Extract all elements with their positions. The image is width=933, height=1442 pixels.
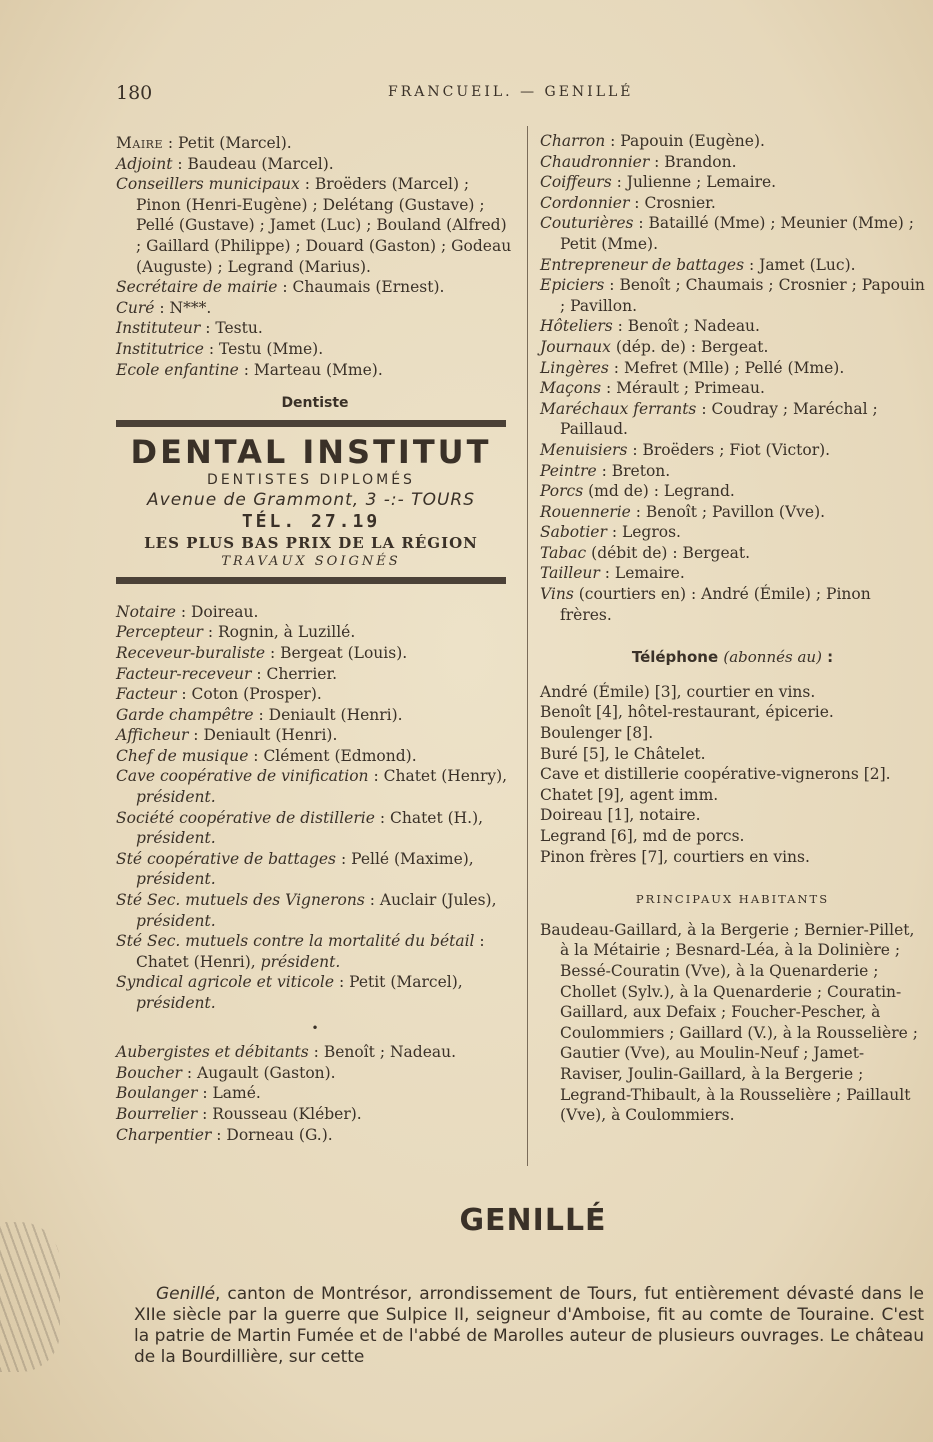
service-entry [116,725,514,746]
service-label: Facteur-receveur [116,664,252,683]
ad-tagline: TRAVAUX SOIGNÉS [221,553,401,569]
service-value: : Bergeat (Louis). [265,643,408,662]
trade-value: : Mefret (Mlle) ; Pellé (Mme). [608,358,845,377]
trade-value: : Julienne ; Lemaire. [611,173,777,192]
trades-list-right [540,131,925,625]
service-value: : Clément (Edmond). [248,746,417,765]
official-entry [116,339,514,360]
trade-entry [540,502,925,523]
trade-value: : Papouin (Eugène). [605,132,765,150]
trade-label: Cordonnier [540,193,630,212]
trade-label: Boulanger [116,1084,198,1103]
trade-entry [540,522,925,543]
official-label: Institutrice [116,339,204,358]
official-entry [116,174,514,277]
official-value: : N***. [154,298,212,317]
trade-entry [540,584,925,625]
official-label: Curé [116,298,155,317]
trade-entry [540,461,925,482]
president-label: président. [136,994,216,1012]
official-value: : Testu. [200,319,263,338]
trade-value: : Augault (Gaston). [181,1063,336,1082]
official-value: : Chaumais (Ernest). [277,278,445,297]
trade-label: Entrepreneur de battages [540,255,745,274]
official-label: Adjoint [116,154,173,173]
genille-text: , canton de Montrésor, arrondissement de Tours, fut entièrement dévasté dans le XIIe siècle par la guerre que Sulpice II, seigneur d'Amboise, fit au comte de Touraine. C'est la patrie de Martin Fumée et de l'abbé de Marolles auteur de plusieurs ouvrages. Le château de la Bourdillière, sur cette [134,1284,924,1367]
trade-value: (md de) : Legrand. [583,482,735,501]
page-header [116,82,916,106]
trade-label: Boucher [116,1063,182,1082]
service-value: : Deniault (Henri). [188,726,338,745]
trade-entry [116,1125,514,1146]
trade-value: : Rousseau (Kléber). [197,1104,362,1123]
trade-label: Aubergistes et débitants [116,1043,309,1062]
section-title-genille: GENILLÉ [459,1203,607,1238]
service-value: : Coton (Prosper). [176,685,322,704]
ad-name: DENTAL INSTITUT [130,432,492,471]
trade-value: (dép. de) : Bergeat. [610,337,769,356]
service-entry [116,705,514,726]
service-label: Facteur [116,685,177,704]
service-label: Société coopérative de distillerie [116,808,375,827]
trade-value: : Benoît ; Pavillon (Vve). [630,502,826,521]
service-label: Garde champêtre [116,705,254,724]
service-label: Sté Sec. mutuels des Vignerons [116,891,365,910]
service-value: : Deniault (Henri). [253,705,403,724]
trade-entry [540,337,925,358]
trade-label: Epiciers [540,276,605,295]
trade-value: : Broëders ; Fiot (Victor). [627,440,831,459]
left-column [116,133,514,1145]
officials-list [116,133,514,380]
trade-entry [540,316,925,337]
services-list [116,602,514,1014]
page-number: 180 [116,82,153,104]
trade-label: Couturières [540,214,634,233]
service-label: Cave coopérative de vinification [116,767,369,786]
trade-entry [116,1104,514,1125]
trade-value: : Benoît ; Nadeau. [612,317,760,336]
trade-value: : Coudray ; Maréchal ; Paillaud. [560,399,878,439]
trade-value: : Benoît ; Chaumais ; Crosnier ; Papouin ; Pavillon. [560,276,925,315]
trade-label: Journaux [540,337,611,356]
genille-paragraph [134,1284,924,1368]
trade-entry [116,1063,514,1084]
president-label: président. [136,788,216,807]
trades-list-left [116,1042,514,1145]
telephone-entry: Legrand [6], md de porcs. [540,827,745,845]
president-label: président. [136,829,216,848]
trade-label: Bourrelier [116,1104,198,1123]
trade-label: Sabotier [540,523,607,542]
trade-entry [116,1083,514,1104]
trade-entry [540,378,925,399]
service-label: Sté Sec. mutuels contre la mortalité du bétail [116,932,475,951]
trade-label: Coiffeurs [540,173,612,192]
service-label: Syndical agricole et viticole [116,973,335,992]
official-entry [116,277,514,298]
trade-value: : Breton. [596,461,671,480]
telephone-title-colon: : [821,648,834,667]
trade-label: Lingères [540,358,609,377]
official-label: Instituteur [116,319,201,338]
official-value: : Testu (Mme). [203,339,324,358]
trade-label: Peintre [540,461,597,480]
habitants-text: Baudeau-Gaillard, à la Bergerie ; Bernier-Pillet, à la Métairie ; Besnard-Léa, à la Dolinière ; Bessé-Couratin (Vve), à la Quenarderie ; Chollet (Sylv.), à la Quenarderie ; Couratin-Gaillard, aux Defaix ; Foucher-Pescher, à Coulommiers ; Gaillard (V.), à la Rousselière ; Gautier (Vve), au Moulin-Neuf ; Jamet-Raviser, Joulin-Gaillard, à la Bergerie ; Legrand-Thibault, à la Rousselière ; Paillault (Vve), à Coulommiers. [540,920,918,1125]
trade-entry [540,172,925,193]
service-label: Receveur-buraliste [116,643,266,662]
separator-dot: • [311,1020,319,1035]
trade-entry [540,399,925,440]
trade-value: : Dorneau (G.). [211,1125,333,1144]
service-value: : Doireau. [175,602,259,621]
official-value: : Baudeau (Marcel). [172,154,334,173]
telephone-title-suffix: (abonnés au) [723,648,822,667]
trade-label: Rouennerie [540,502,631,521]
service-entry [116,664,514,685]
trade-label: Maçons [540,379,602,398]
service-entry [116,849,514,890]
president-label: président. [136,911,216,930]
telephone-entry: Doireau [1], notaire. [540,806,701,825]
trade-entry [540,255,925,276]
trade-entry [540,543,925,564]
service-entry [116,684,514,705]
service-entry [116,746,514,767]
telephone-entry: Chatet [9], agent imm. [540,785,719,804]
service-value: : Chatet (H.), [374,808,484,827]
service-label: Afficheur [116,726,189,745]
trade-label: Tailleur [540,564,600,583]
official-label: Secrétaire de mairie [116,278,278,297]
ad-subtitle: DENTISTES DIPLOMÉS [207,471,415,488]
service-entry [116,622,514,643]
trade-label: Maréchaux ferrants [540,399,697,418]
trade-value: : Crosnier. [629,193,716,212]
trade-entry [540,358,925,379]
president-label: président. [260,952,341,971]
official-entry [116,318,514,339]
service-value: : Petit (Marcel), [334,973,463,992]
official-value: : Broëders (Marcel) ; Pinon (Henri-Eugène) ; Delétang (Gustave) ; Pellé (Gustave) ; Jamet (Luc) ; Bouland (Alfred) ; Gaillard (Philippe) ; Douard (Gaston) ; Godeau (Auguste) ; Legrand (Marius). [136,175,512,276]
trade-value: (courtiers en) : André (Émile) ; Pinon frères. [560,585,871,624]
trade-label: Menuisiers [540,440,628,459]
telephone-title: Téléphone [631,648,719,667]
decorative-ornament [0,1222,60,1372]
trade-entry [540,563,925,584]
trade-entry [540,131,925,152]
service-label: Chef de musique [116,746,249,765]
ad-address: Avenue de Grammont, 3 -:- TOURS [147,489,475,510]
telephone-entry: André (Émile) [3], courtier en vins. [540,682,816,701]
official-value: : Marteau (Mme). [238,360,383,379]
trade-entry [540,275,925,316]
genille-lead: Genillé [156,1284,216,1304]
official-label: Conseillers municipaux [116,175,300,194]
telephone-entry: Cave et distillerie coopérative-vignerons [2]. [540,765,891,784]
trade-label: Chaudronnier [540,152,650,171]
service-value: : Chatet (Henri), [136,932,485,971]
trade-entry [540,440,925,461]
service-value: : Rognin, à Luzillé. [202,623,356,642]
trade-value: : Bataillé (Mme) ; Meunier (Mme) ; Petit (Mme). [560,214,914,253]
trade-value: : Jamet (Luc). [744,255,856,274]
service-value: : Chatet (Henry), [368,767,508,786]
telephone-heading [540,647,925,668]
trade-value: : Lamé. [197,1084,261,1103]
service-entry [116,808,514,849]
official-entry [116,360,514,381]
trade-label: Charpentier [116,1125,212,1144]
service-label: Sté coopérative de battages [116,849,337,868]
service-value: : Auclair (Jules), [364,891,497,910]
telephone-list [540,682,925,867]
ad-category: Dentiste [281,395,349,412]
trade-value: : Mérault ; Primeau. [601,379,765,398]
service-entry [116,643,514,664]
trade-label: Porcs [540,482,584,501]
service-entry [116,890,514,931]
president-label: président. [136,870,216,889]
official-value: : Petit (Marcel). [162,134,292,152]
trade-entry [116,1042,514,1063]
telephone-entry: Boulenger [8]. [540,724,654,743]
service-entry [116,602,514,623]
service-entry [116,931,514,972]
trade-value: (débit de) : Bergeat. [586,543,751,562]
running-title: FRANCUEIL. — GENILLÉ [388,84,634,100]
right-column [540,131,925,1126]
trade-entry [540,481,925,502]
ad-slogan: LES PLUS BAS PRIX DE LA RÉGION [144,533,478,552]
official-entry [116,154,514,175]
official-entry [116,133,514,154]
telephone-entry: Buré [5], le Châtelet. [540,744,706,763]
trade-label: Hôteliers [540,317,613,336]
dental-ad [116,420,506,584]
service-value: : Pellé (Maxime), [336,849,474,868]
service-label: Percepteur [116,623,203,642]
service-label: Notaire [116,602,176,621]
habitants-heading: PRINCIPAUX HABITANTS [635,892,830,907]
service-entry [116,972,514,1013]
column-divider [527,126,528,1166]
telephone-entry: Pinon frères [7], courtiers en vins. [540,847,810,866]
trade-entry [540,152,925,173]
trade-entry [540,193,925,214]
official-label: Ecole enfantine [116,360,239,379]
trade-label: Tabac [540,543,587,562]
trade-value: : Brandon. [649,152,737,171]
official-entry [116,298,514,319]
official-label: Maire [116,134,163,152]
trade-value: : Lemaire. [599,564,685,583]
trade-label: Charron [540,132,606,150]
service-value: : Cherrier. [251,664,338,683]
trade-value: : Legros. [606,523,681,542]
trade-label: Vins [540,585,574,604]
trade-value: : Benoît ; Nadeau. [308,1043,457,1062]
trade-entry [540,213,925,254]
ad-telephone: TÉL. 27.19 [241,510,381,532]
telephone-entry: Benoît [4], hôtel-restaurant, épicerie. [540,703,834,722]
service-entry [116,766,514,807]
